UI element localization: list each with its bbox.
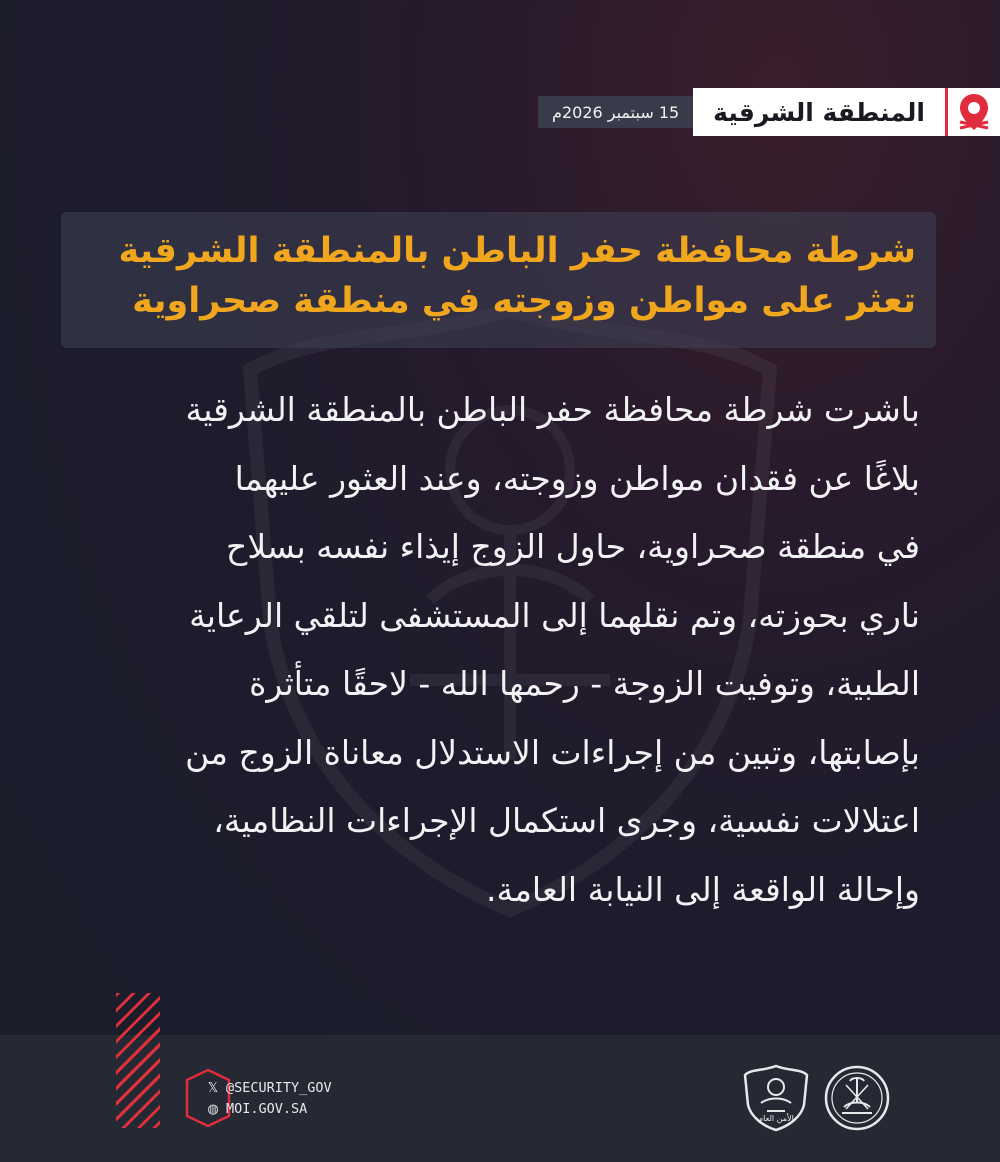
header-bar [538, 88, 1000, 136]
pin-box [945, 88, 1000, 136]
region-label: المنطقة الشرقية [693, 88, 945, 136]
body-text [80, 376, 920, 924]
headline-line: تعثر على مواطن وزوجته في منطقة صحراوية [132, 281, 916, 321]
x-handle-link[interactable]: @SECURITY_GOV [226, 1080, 332, 1096]
emblem-caption: الأمن العام [758, 1114, 794, 1123]
headline-line: شرطة محافظة حفر الباطن بالمنطقة الشرقية [118, 231, 916, 271]
red-stripes-decoration [116, 993, 160, 1128]
body-line: وإحالة الواقعة إلى النيابة العامة. [486, 869, 920, 909]
x-logo-icon: 𝕏 [207, 1081, 219, 1096]
body-line: بلاغًا عن فقدان مواطن وزوجته، وعند العثور عليهما [234, 458, 920, 498]
location-pin-icon [957, 92, 991, 132]
body-line: الطبية، وتوفيت الزوجة - رحمها الله - لاحقًا متأثرة [249, 664, 920, 703]
headline-box [61, 212, 936, 348]
body-line: في منطقة صحراوية، حاول الزوج إيذاء نفسه بسلاح [226, 527, 920, 566]
body-line: ناري بحوزته، وتم نقلهما إلى المستشفى لتلقي الرعاية [189, 595, 920, 635]
public-security-emblem-icon [741, 1063, 811, 1133]
social-links [206, 1078, 332, 1120]
body-line: اعتلالات نفسية، وجرى استكمال الإجراءات النظامية، [213, 801, 920, 840]
globe-icon: ◍ [207, 1102, 219, 1117]
body-line: باشرت شرطة محافظة حفر الباطن بالمنطقة الشرقية [185, 390, 920, 429]
ministry-of-interior-emblem-icon [822, 1063, 892, 1133]
website-link[interactable]: MOI.GOV.SA [226, 1101, 308, 1117]
body-line: بإصابتها، وتبين من إجراءات الاستدلال معاناة الزوج من [185, 732, 920, 772]
date-label: 15 سبتمبر 2026م [538, 96, 693, 128]
